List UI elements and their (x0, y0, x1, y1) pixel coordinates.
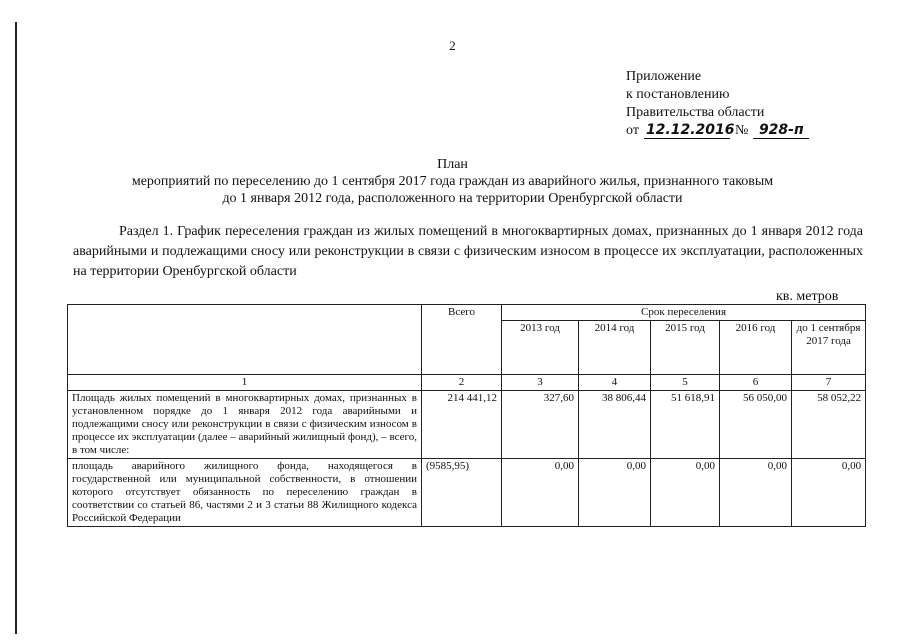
title-line-2: мероприятий по переселению до 1 сентября 2017 года граждан из аварийного жилья, признанного таковым (131, 174, 774, 189)
column-number-row (68, 375, 866, 391)
unit-label: кв. метров (776, 289, 839, 304)
title-line-3: до 1 января 2012 года, расположенного на территории Оренбургской области (222, 191, 683, 206)
row-value: 38 806,44 (579, 391, 651, 459)
header-year: 2014 год (579, 321, 651, 375)
appendix-line-2: к постановлению (626, 87, 730, 102)
appendix-line-3: Правительства области (626, 105, 765, 120)
column-number: 2 (422, 375, 502, 391)
appendix-line-1: Приложение (626, 69, 702, 84)
from-label: от (626, 123, 639, 138)
column-number: 6 (720, 375, 792, 391)
scan-edge-line (15, 22, 17, 634)
column-number: 3 (502, 375, 579, 391)
row-total: 214 441,12 (422, 391, 502, 459)
header-year: 2015 год (651, 321, 720, 375)
plan-title (0, 156, 905, 207)
row-value: 0,00 (651, 459, 720, 527)
title-line-1: План (437, 157, 468, 172)
row-value: 56 050,00 (720, 391, 792, 459)
row-label: площадь аварийного жилищного фонда, находящегося в государственной или муниципальной собственности, в отношении которого отсутствует обязанность по переселению граждан в соответствии со статьей 86, частями 2 и 3 статьи 88 Жилищного кодекса Российской Федерации (68, 459, 422, 527)
header-total: Всего (422, 305, 502, 375)
row-value: 0,00 (720, 459, 792, 527)
table-row (68, 459, 866, 527)
column-number: 1 (68, 375, 422, 391)
appendix-date-line (626, 122, 809, 140)
appendix-block (626, 68, 809, 140)
handwritten-number: 928-п (753, 123, 809, 139)
header-empty-cell (68, 305, 422, 375)
header-year: 2013 год (502, 321, 579, 375)
header-period: Срок переселения (502, 305, 866, 321)
row-value: 51 618,91 (651, 391, 720, 459)
header-year: 2016 год (720, 321, 792, 375)
row-value: 0,00 (579, 459, 651, 527)
section-heading (73, 222, 863, 282)
resettlement-table (67, 304, 866, 527)
row-value: 58 052,22 (792, 391, 866, 459)
row-total: (9585,95) (422, 459, 502, 527)
header-row-top (68, 305, 866, 321)
header-year: до 1 сентября 2017 года (792, 321, 866, 375)
page-number: 2 (449, 38, 456, 53)
row-value: 0,00 (502, 459, 579, 527)
number-label: № (734, 123, 749, 138)
column-number: 7 (792, 375, 866, 391)
row-value: 327,60 (502, 391, 579, 459)
row-label: Площадь жилых помещений в многоквартирных домах, признанных в установленном порядке до 1 января 2012 года аварийными и подлежащими сносу или реконструкции в связи с физическим износом в процессе их эксплуатации (далее – аварийный жилищный фонд), – всего, в том числе: (68, 391, 422, 459)
handwritten-date: 12.12.2016 (645, 122, 735, 138)
section-text: Раздел 1. График переселения граждан из жилых помещений в многоквартирных домах, признанных до 1 января 2012 года аварийными и подлежащими сносу или реконструкции в связи с физическим износом в процессе их эксплуатации, расположенных на территории Оренбургской области (73, 224, 863, 279)
column-number: 5 (651, 375, 720, 391)
row-value: 0,00 (792, 459, 866, 527)
table-row (68, 391, 866, 459)
column-number: 4 (579, 375, 651, 391)
